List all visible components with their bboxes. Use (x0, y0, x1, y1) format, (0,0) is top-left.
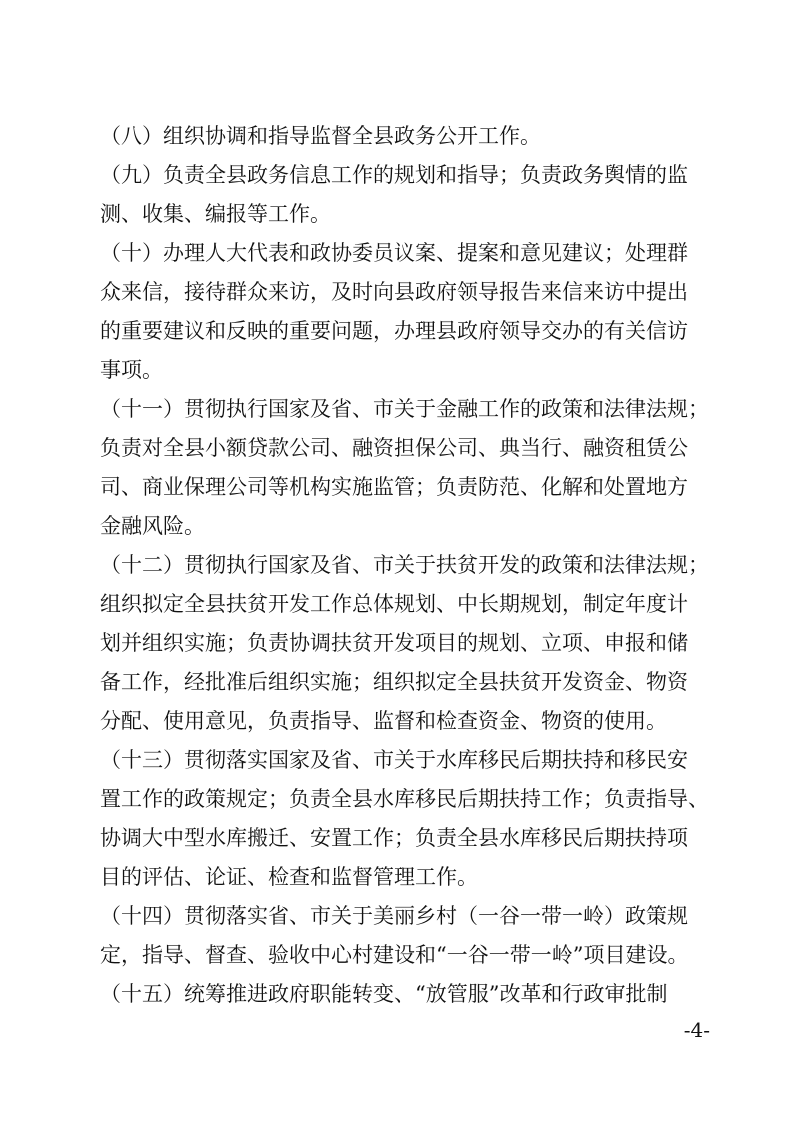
text-line: 事项。 (100, 358, 163, 382)
text-line: （十五）统筹推进政府职能转变、“放管服”改革和行政审批制 (100, 982, 668, 1006)
text-line: 备工作，经批准后组织实施；组织拟定全县扶贫开发资金、物资 (100, 670, 688, 694)
text-line: 测、收集、编报等工作。 (100, 202, 331, 226)
text-line: （九）负责全县政务信息工作的规划和指导；负责政务舆情的监 (100, 163, 688, 187)
text-line: 分配、使用意见，负责指导、监督和检查资金、物资的使用。 (100, 709, 667, 733)
text-line: （十三）贯彻落实国家及省、市关于水库移民后期扶持和移民安 (100, 748, 688, 772)
text-line: 的重要建议和反映的重要问题，办理县政府领导交办的有关信访 (100, 319, 688, 343)
page-number: -4- (683, 1018, 710, 1042)
text-line: 划并组织实施；负责协调扶贫开发项目的规划、立项、申报和储 (100, 631, 688, 655)
text-line: 金融风险。 (100, 514, 205, 538)
text-line: （十一）贯彻执行国家及省、市关于金融工作的政策和法律法规； (100, 397, 709, 421)
text-line: 协调大中型水库搬迁、安置工作；负责全县水库移民后期扶持项 (100, 826, 688, 850)
text-line: 众来信，接待群众来访，及时向县政府领导报告来信来访中提出 (100, 280, 688, 304)
text-line: （十二）贯彻执行国家及省、市关于扶贫开发的政策和法律法规； (100, 553, 709, 577)
text-line: （十四）贯彻落实省、市关于美丽乡村（一谷一带一岭）政策规 (100, 904, 688, 928)
text-line: 组织拟定全县扶贫开发工作总体规划、中长期规划，制定年度计 (100, 592, 688, 616)
text-line: 目的评估、论证、检查和监督管理工作。 (100, 865, 478, 889)
text-line: 定，指导、督查、验收中心村建设和“一谷一带一岭”项目建设。 (100, 943, 689, 967)
text-line: 司、商业保理公司等机构实施监管；负责防范、化解和处置地方 (100, 475, 688, 499)
text-line: 负责对全县小额贷款公司、融资担保公司、典当行、融资租赁公 (100, 436, 688, 460)
text-line: （八）组织协调和指导监督全县政务公开工作。 (100, 124, 541, 148)
text-line: 置工作的政策规定；负责全县水库移民后期扶持工作；负责指导、 (100, 787, 709, 811)
text-line: （十）办理人大代表和政协委员议案、提案和意见建议；处理群 (100, 241, 688, 265)
